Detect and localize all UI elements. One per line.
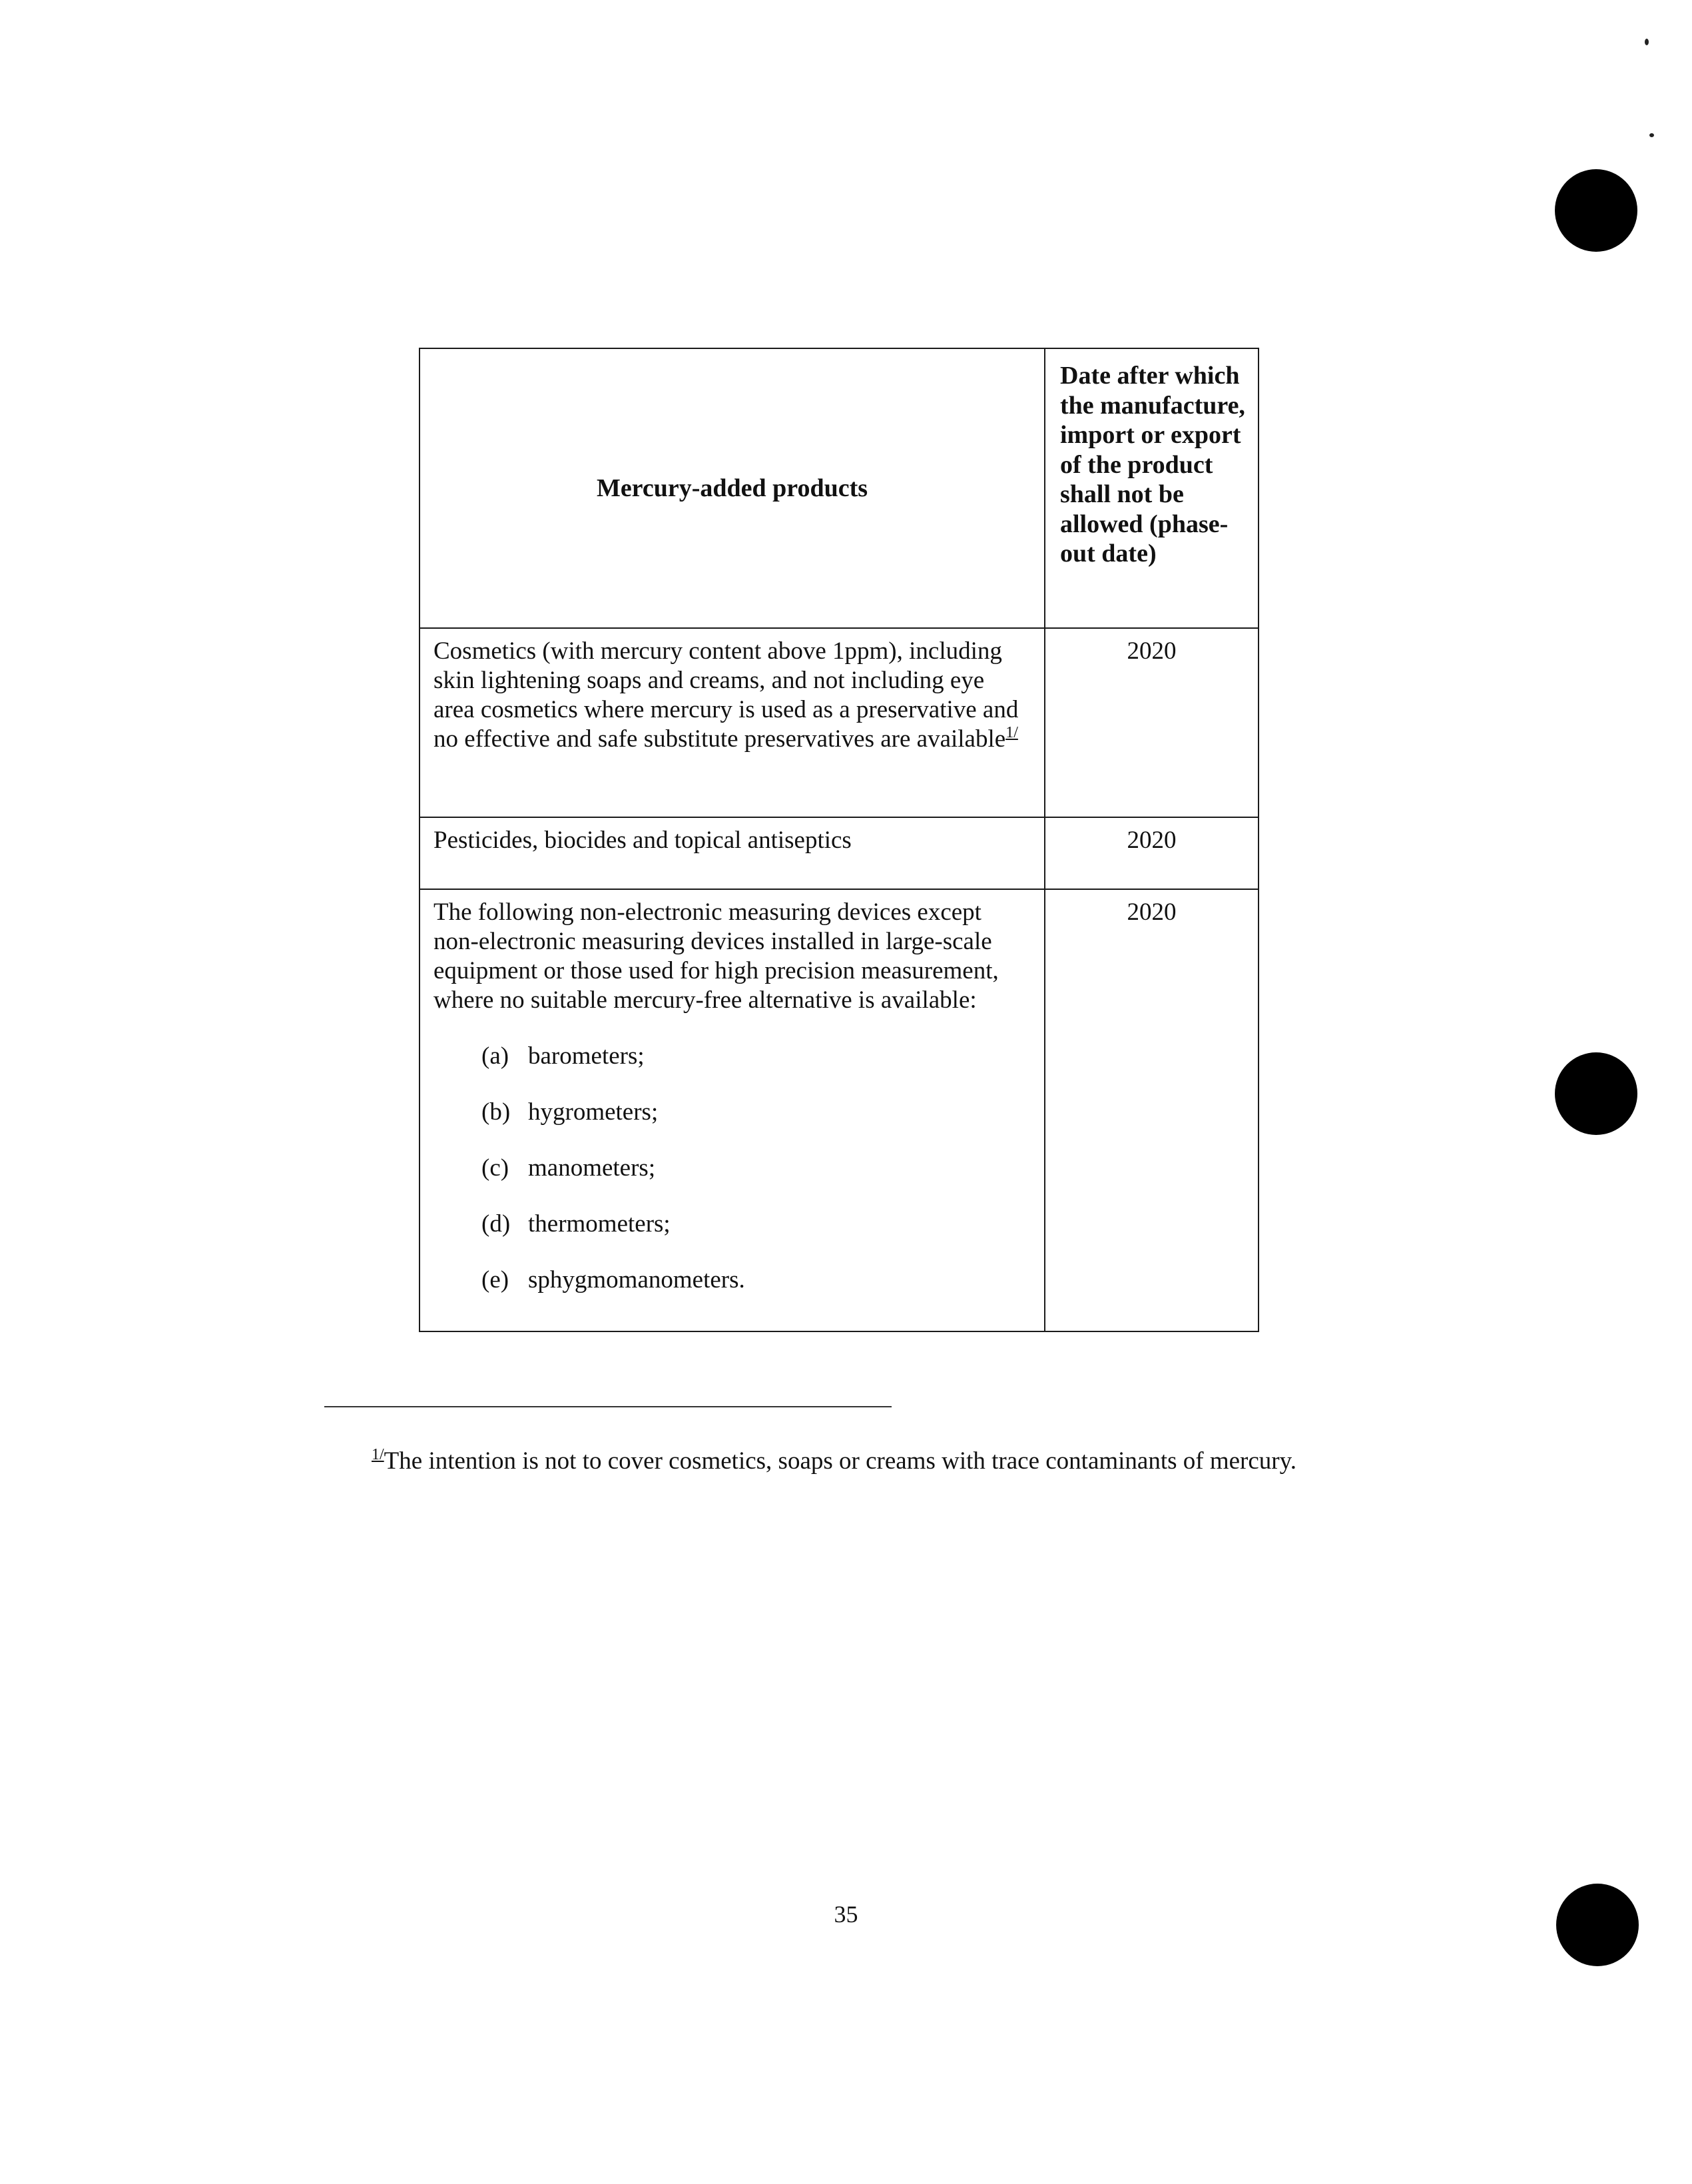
devices-intro-text: The following non-electronic measuring devices except non-electronic measuring devices installed in large-scale equipment or those used for high precision measurement, where no suitable mercury-free alternative is available:: [433, 899, 999, 1014]
list-item-text: thermometers;: [528, 1210, 671, 1238]
list-item-text: manometers;: [528, 1154, 656, 1182]
list-item-marker: (d): [481, 1210, 511, 1238]
punch-hole-middle: [1555, 1052, 1637, 1135]
cell-date: 2020: [1045, 817, 1259, 889]
product-text: Cosmetics (with mercury content above 1ppm), including skin lightening soaps and creams, and not including eye area cosmetics where mercury is used as a preservative and no effective and safe substitute preservatives are available: [433, 637, 1019, 753]
header-date-text: Date after which the manufacture, import or export of the product shall not be allowed (phase-out date): [1060, 362, 1245, 567]
list-item: [481, 1154, 1031, 1210]
cell-product: [420, 889, 1045, 1331]
cell-product: [420, 628, 1045, 817]
scan-speck: [1649, 133, 1654, 137]
list-item-text: hygrometers;: [528, 1098, 659, 1126]
mercury-products-table: [419, 348, 1259, 1332]
table-header-row: [420, 348, 1259, 628]
page-number: 35: [834, 1901, 858, 1928]
list-item-text: barometers;: [528, 1042, 645, 1070]
cell-date: 2020: [1045, 628, 1259, 817]
table-row-pesticides: [420, 817, 1259, 889]
footnote-marker: 1/: [372, 1446, 384, 1463]
cell-product: Pesticides, biocides and topical antiseptics: [420, 817, 1045, 889]
header-products: Mercury-added products: [420, 348, 1045, 628]
list-item-marker: (a): [481, 1042, 509, 1070]
list-item: [481, 1210, 1031, 1266]
punch-hole-top: [1555, 169, 1637, 252]
device-list: [433, 1042, 1031, 1321]
footnote-text: The intention is not to cover cosmetics, soaps or creams with trace contaminants of mercury.: [384, 1447, 1296, 1475]
footnote-reference: 1/: [1005, 724, 1018, 741]
cell-date: 2020: [1045, 889, 1259, 1331]
list-item: [481, 1098, 1031, 1154]
list-item-marker: (c): [481, 1154, 509, 1182]
list-item: [481, 1266, 1031, 1321]
list-item-marker: (e): [481, 1266, 509, 1293]
header-phase-out-date: [1045, 348, 1259, 628]
table-row-cosmetics: [420, 628, 1259, 817]
footnote-separator: [324, 1406, 892, 1407]
footnote: [372, 1447, 1296, 1476]
list-item-marker: (b): [481, 1098, 511, 1126]
list-item: [481, 1042, 1031, 1098]
list-item-text: sphygmomanometers.: [528, 1266, 745, 1293]
table-row-measuring-devices: [420, 889, 1259, 1331]
scan-speck: [1645, 39, 1649, 45]
